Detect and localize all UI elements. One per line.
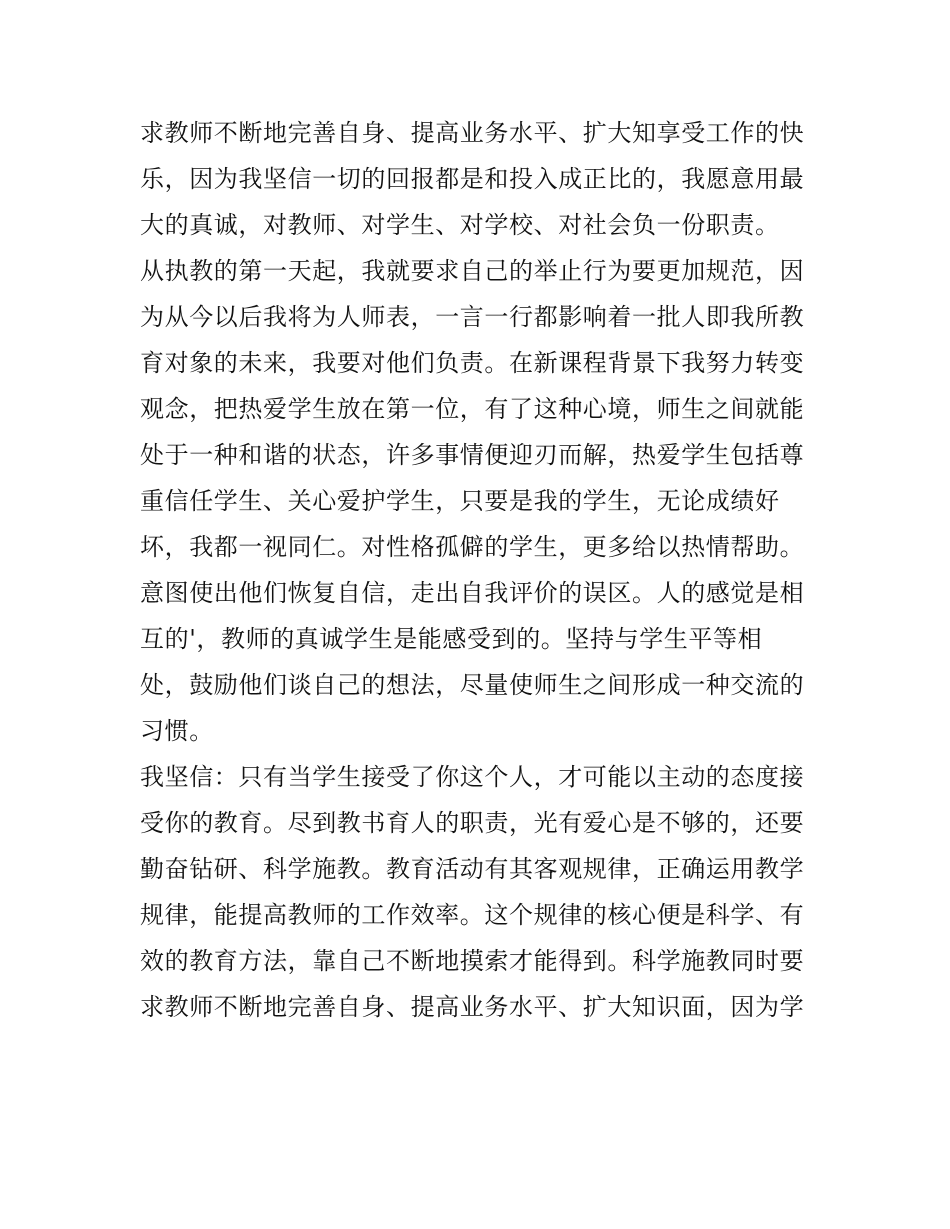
text-line: 求教师不断地完善自身、提高业务水平、扩大知识面，因为学 bbox=[140, 993, 805, 1021]
text-line: 为从今以后我将为人师表，一言一行都影响着一批人即我所教 bbox=[140, 303, 805, 331]
text-line: 重信任学生、关心爱护学生，只要是我的学生，无论成绩好 bbox=[140, 487, 780, 515]
text-line: 求教师不断地完善自身、提高业务水平、扩大知享受工作的快 bbox=[140, 119, 805, 147]
text-line: 观念，把热爱学生放在第一位，有了这种心境，师生之间就能 bbox=[140, 395, 805, 423]
text-line: 大的真诚，对教师、对学生、对学校、对社会负一份职责。 bbox=[140, 211, 780, 239]
text-line: 勤奋钻研、科学施教。教育活动有其客观规律，正确运用教学 bbox=[140, 855, 805, 883]
text-line: 效的教育方法，靠自己不断地摸索才能得到。科学施教同时要 bbox=[140, 947, 805, 975]
text-line: 育对象的未来，我要对他们负责。在新课程背景下我努力转变 bbox=[140, 349, 805, 377]
text-line: 习惯。 bbox=[140, 717, 214, 745]
document-body bbox=[140, 110, 820, 1030]
text-line: 我坚信：只有当学生接受了你这个人，才可能以主动的态度接 bbox=[140, 763, 805, 791]
text-line: 意图使出他们恢复自信，走出自我评价的误区。人的感觉是相 bbox=[140, 579, 805, 607]
text-line: 规律，能提高教师的工作效率。这个规律的核心便是科学、有 bbox=[140, 901, 805, 929]
text-line: 坏，我都一视同仁。对性格孤僻的学生，更多给以热情帮助。 bbox=[140, 533, 805, 561]
text-line: 处于一种和谐的状态，许多事情便迎刃而解，热爱学生包括尊 bbox=[140, 441, 805, 469]
text-line: 处，鼓励他们谈自己的想法，尽量使师生之间形成一种交流的 bbox=[140, 671, 805, 699]
text-line: 乐，因为我坚信一切的回报都是和投入成正比的，我愿意用最 bbox=[140, 165, 805, 193]
text-line: 受你的教育。尽到教书育人的职责，光有爱心是不够的，还要 bbox=[140, 809, 805, 837]
text-line: 从执教的第一天起，我就要求自己的举止行为要更加规范，因 bbox=[140, 257, 805, 285]
text-line: 互的'，教师的真诚学生是能感受到的。坚持与学生平等相 bbox=[140, 625, 763, 653]
